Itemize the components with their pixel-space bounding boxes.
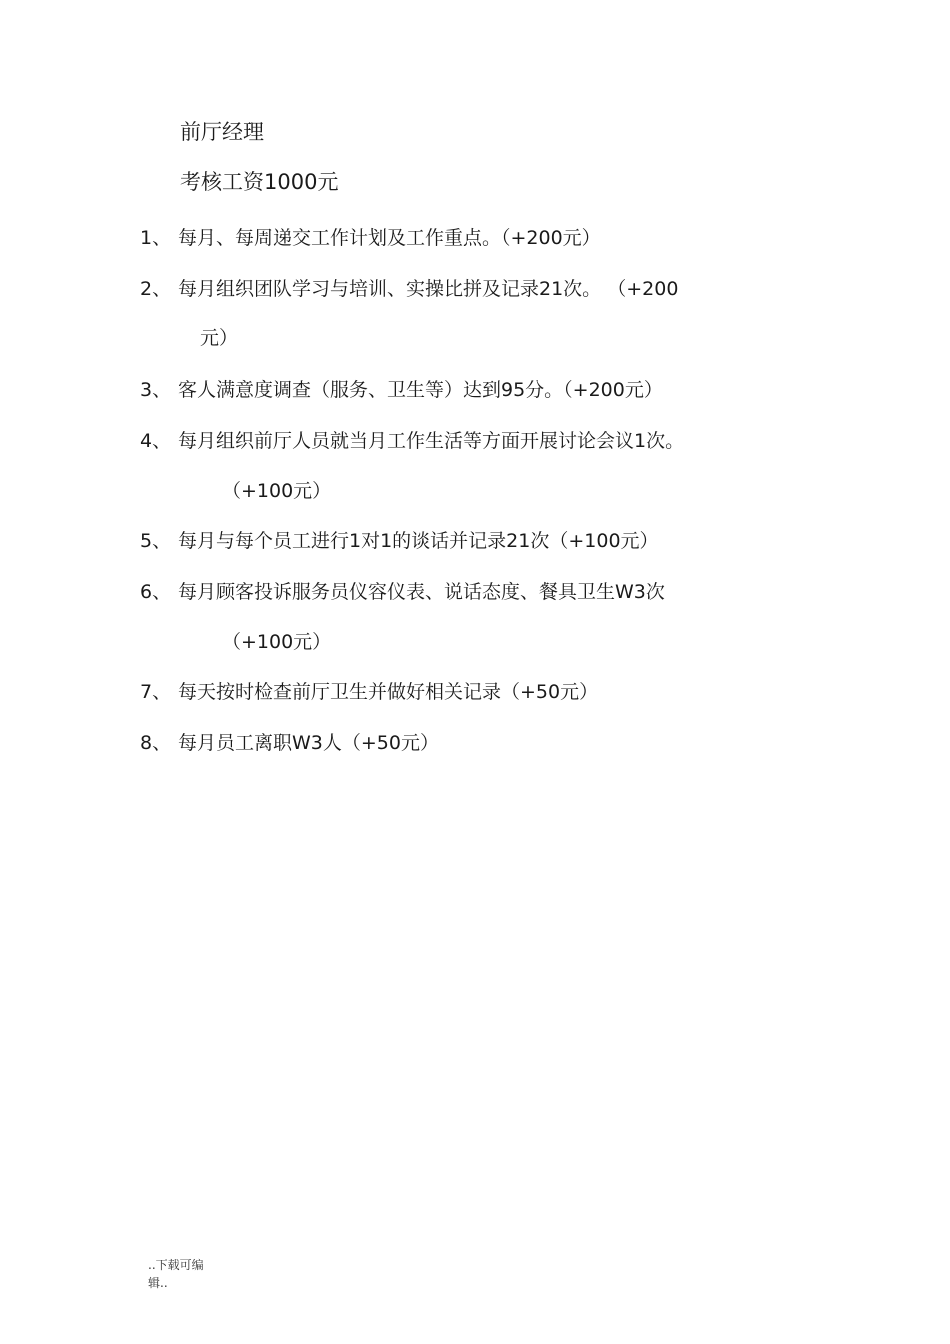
footer-line: ..下载可编	[148, 1258, 204, 1272]
item-number: 5、	[140, 530, 172, 552]
item-text: 每月与每个员工进行1对1的谈话并记录21次（+100元）	[178, 530, 659, 552]
item-text: 客人满意度调查（服务、卫生等）达到95分。（+200元）	[178, 379, 663, 401]
item-number: 3、	[140, 379, 172, 401]
page-footer	[148, 1256, 204, 1292]
item-number: 1、	[140, 227, 172, 249]
item-continuation: 元）	[200, 327, 239, 349]
list-item	[140, 376, 663, 404]
item-number: 7、	[140, 681, 172, 703]
list-item	[140, 678, 598, 706]
list-item	[140, 729, 439, 757]
item-text: 每天按时检查前厅卫生并做好相关记录（+50元）	[178, 681, 599, 703]
document-title: 前厅经理	[180, 120, 264, 144]
list-item	[140, 578, 665, 606]
footer-line: 辑..	[148, 1276, 168, 1290]
item-text: 每月顾客投诉服务员仪容仪表、说话态度、餐具卫生W3次	[178, 581, 665, 603]
item-continuation: （+100元）	[222, 631, 332, 653]
list-item	[140, 224, 601, 252]
list-item	[140, 427, 684, 455]
list-item	[140, 527, 659, 555]
item-text: 每月员工离职W3人（+50元）	[178, 732, 439, 754]
item-text: 每月组织前厅人员就当月工作生活等方面开展讨论会议1次。	[178, 430, 685, 452]
item-text: 每月组织团队学习与培训、实操比拼及记录21次。 （+200	[178, 278, 679, 300]
document-subtitle: 考核工资1000元	[180, 170, 339, 194]
item-continuation: （+100元）	[222, 480, 332, 502]
item-number: 2、	[140, 278, 172, 300]
item-number: 6、	[140, 581, 172, 603]
item-number: 8、	[140, 732, 172, 754]
list-item	[140, 275, 678, 303]
item-text: 每月、每周递交工作计划及工作重点。（+200元）	[178, 227, 601, 249]
item-number: 4、	[140, 430, 172, 452]
